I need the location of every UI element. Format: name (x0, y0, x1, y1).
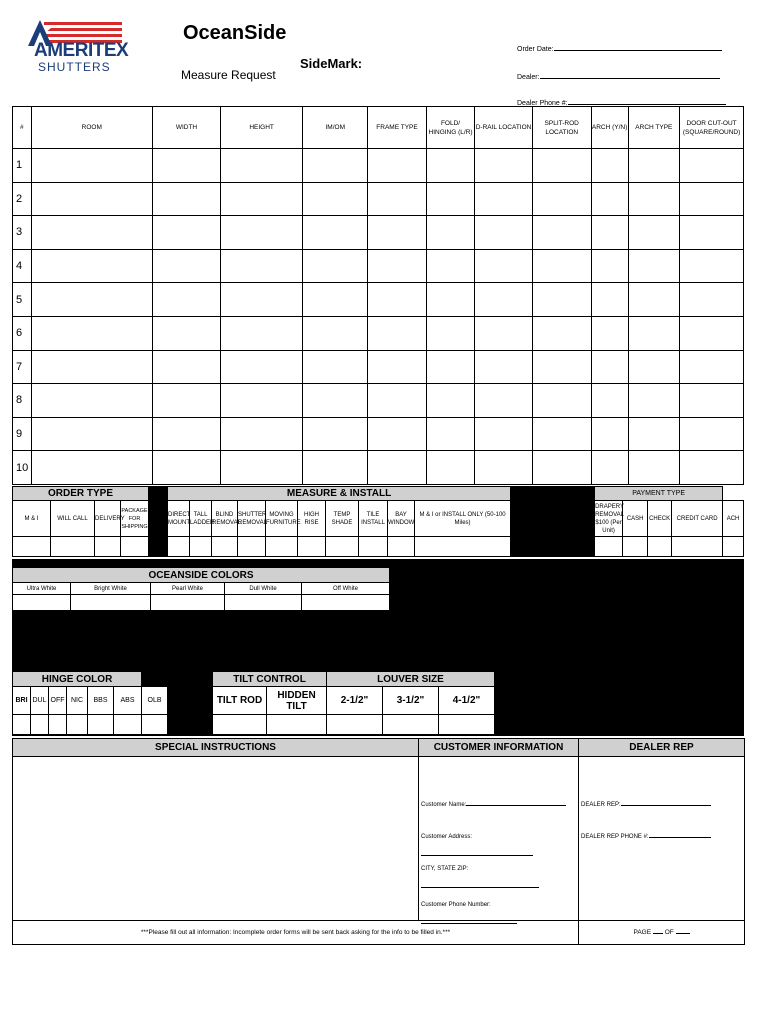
hinge-dul[interactable]: DUL (31, 687, 49, 715)
table-cell[interactable] (680, 316, 744, 350)
table-row (13, 216, 744, 250)
col-width: WIDTH (153, 107, 221, 149)
black-block (149, 487, 168, 557)
mi-cell[interactable] (266, 537, 298, 557)
table-cell[interactable] (220, 384, 302, 418)
hinge-olb[interactable]: OLB (142, 687, 168, 715)
col-door-cutout: DOOR CUT-OUT (SQUARE/ROUND) (680, 107, 744, 149)
table-row (13, 149, 744, 183)
louver-2-5[interactable]: 2-1/2" (327, 687, 383, 715)
table-cell[interactable] (628, 182, 679, 216)
row-number: 7 (13, 350, 32, 384)
table-cell[interactable] (303, 182, 368, 216)
row-number: 2 (13, 182, 32, 216)
mi-cell[interactable] (415, 537, 511, 557)
table-cell[interactable] (532, 182, 591, 216)
tilt-cell[interactable] (267, 715, 327, 735)
dealer-rep-phone-label: DEALER REP PHONE #: (581, 834, 649, 840)
hinge-cell[interactable] (114, 715, 142, 735)
table-row (13, 249, 744, 283)
table-cell[interactable] (680, 384, 744, 418)
table-cell[interactable] (591, 283, 628, 317)
mi-temp-shade[interactable]: TEMP SHADE (326, 501, 359, 537)
footer-note: ***Please fill out all information: Incomplete order forms will be sent back asking for the info to be filled in.*** (13, 921, 579, 945)
table-cell[interactable] (475, 316, 533, 350)
table-cell[interactable] (591, 417, 628, 451)
table-cell[interactable] (475, 249, 533, 283)
mi-cell[interactable] (212, 537, 238, 557)
table-cell[interactable] (31, 283, 152, 317)
mi-high-rise[interactable]: HIGH RISE (298, 501, 326, 537)
table-cell[interactable] (220, 451, 302, 485)
table-cell[interactable] (153, 149, 221, 183)
logo (12, 18, 129, 78)
dealer-phone-line (568, 104, 726, 105)
payment-type-title: PAYMENT TYPE (595, 487, 723, 501)
table-cell[interactable] (368, 182, 427, 216)
city-state-zip-line (421, 887, 539, 888)
table-cell[interactable] (426, 182, 474, 216)
color-cell[interactable] (302, 595, 390, 611)
color-dull-white[interactable]: Dull White (225, 583, 302, 595)
mi-cell[interactable] (190, 537, 212, 557)
table-cell[interactable] (680, 149, 744, 183)
table-cell[interactable] (426, 451, 474, 485)
louver-cell[interactable] (327, 715, 383, 735)
col-room: ROOM (31, 107, 152, 149)
dealer-rep-box (579, 757, 745, 921)
dealer-rep-phone-line (649, 837, 711, 838)
table-cell[interactable] (680, 350, 744, 384)
color-ultra-white[interactable]: Ultra White (13, 583, 71, 595)
table-cell[interactable] (153, 249, 221, 283)
table-cell[interactable] (628, 350, 679, 384)
customer-address-field[interactable] (421, 825, 578, 861)
pay-credit-card[interactable]: CREDIT CARD (672, 501, 723, 537)
table-row (13, 283, 744, 317)
table-cell[interactable] (153, 283, 221, 317)
table-cell[interactable] (475, 283, 533, 317)
color-cell[interactable] (225, 595, 302, 611)
bottom-section-table (12, 738, 745, 945)
table-cell[interactable] (31, 316, 152, 350)
hinge-color-table (12, 671, 168, 735)
row-number: 9 (13, 417, 32, 451)
table-cell[interactable] (591, 249, 628, 283)
color-cell[interactable] (151, 595, 225, 611)
hinge-abs[interactable]: ABS (114, 687, 142, 715)
table-cell[interactable] (31, 216, 152, 250)
louver-cell[interactable] (439, 715, 495, 735)
table-cell[interactable] (591, 182, 628, 216)
table-cell[interactable] (303, 283, 368, 317)
table-cell[interactable] (426, 283, 474, 317)
table-cell[interactable] (303, 417, 368, 451)
tilt-cell[interactable] (213, 715, 267, 735)
hidden-tilt-option[interactable]: HIDDEN TILT (267, 687, 327, 715)
col-frame-type: FRAME TYPE (368, 107, 427, 149)
mi-drapery-removal[interactable]: DRAPERY REMOVAL $100 (Per Unit) (595, 501, 623, 537)
table-cell[interactable] (532, 149, 591, 183)
table-cell[interactable] (628, 316, 679, 350)
row-number: 10 (13, 451, 32, 485)
table-cell[interactable] (31, 417, 152, 451)
table-cell[interactable] (220, 283, 302, 317)
table-cell[interactable] (628, 283, 679, 317)
table-cell[interactable] (426, 216, 474, 250)
table-cell[interactable] (368, 350, 427, 384)
table-cell[interactable] (475, 451, 533, 485)
customer-phone-line (421, 923, 517, 924)
table-cell[interactable] (31, 350, 152, 384)
table-cell[interactable] (303, 451, 368, 485)
table-cell[interactable] (153, 350, 221, 384)
table-cell[interactable] (628, 216, 679, 250)
table-cell[interactable] (368, 316, 427, 350)
pay-cell[interactable] (648, 537, 672, 557)
city-state-zip-field[interactable] (421, 857, 578, 893)
table-cell[interactable] (31, 384, 152, 418)
order-date-field[interactable] (517, 38, 722, 56)
table-cell[interactable] (680, 216, 744, 250)
mi-install-only[interactable]: M & I or INSTALL ONLY (50-100 Miles) (415, 501, 511, 537)
table-row (13, 384, 744, 418)
mi-blind-removal[interactable]: BLIND REMOVAL (212, 501, 238, 537)
page-number-line[interactable] (653, 933, 663, 934)
sidemark-label: SideMark: (300, 56, 363, 71)
customer-phone-label: Customer Phone Number: (421, 902, 491, 908)
table-cell[interactable] (475, 384, 533, 418)
order-type-delivery-cell[interactable] (95, 537, 121, 557)
table-cell[interactable] (368, 417, 427, 451)
col-arch-type: ARCH TYPE (628, 107, 679, 149)
tilt-control-title: TILT CONTROL (213, 672, 327, 687)
table-cell[interactable] (303, 149, 368, 183)
table-cell[interactable] (591, 384, 628, 418)
hinge-cell[interactable] (31, 715, 49, 735)
table-cell[interactable] (475, 417, 533, 451)
logo-subtext: SHUTTERS (38, 60, 111, 74)
colors-table (12, 567, 390, 611)
table-cell[interactable] (368, 149, 427, 183)
table-cell[interactable] (368, 384, 427, 418)
col-d-rail: D-RAIL LOCATION (475, 107, 533, 149)
table-cell[interactable] (220, 216, 302, 250)
mi-tile-install[interactable]: TILE INSTALL (359, 501, 388, 537)
table-cell[interactable] (31, 249, 152, 283)
louver-size-title: LOUVER SIZE (327, 672, 495, 687)
pay-cash[interactable]: CASH (623, 501, 648, 537)
color-bright-white[interactable]: Bright White (71, 583, 151, 595)
customer-address-line (421, 855, 533, 856)
color-off-white[interactable]: Off White (302, 583, 390, 595)
hinge-cell[interactable] (142, 715, 168, 735)
dealer-phone-label: Dealer Phone #: (517, 100, 568, 107)
table-cell[interactable] (680, 451, 744, 485)
table-cell[interactable] (680, 182, 744, 216)
pay-check[interactable]: CHECK (648, 501, 672, 537)
table-row (13, 451, 744, 485)
row-number: 8 (13, 384, 32, 418)
customer-name-line (466, 805, 566, 806)
table-cell[interactable] (220, 417, 302, 451)
table-cell[interactable] (153, 182, 221, 216)
mi-moving-furniture[interactable]: MOVING FURNITURE (266, 501, 298, 537)
col-fold-hinging: FOLD/ HINGING (L/R) (426, 107, 474, 149)
table-cell[interactable] (532, 350, 591, 384)
mi-cell[interactable] (326, 537, 359, 557)
dealer-rep-line (621, 805, 711, 806)
pay-cell[interactable] (623, 537, 648, 557)
table-cell[interactable] (153, 451, 221, 485)
table-cell[interactable] (426, 316, 474, 350)
special-instructions-title: SPECIAL INSTRUCTIONS (13, 739, 419, 757)
table-cell[interactable] (628, 384, 679, 418)
louver-size-table (326, 671, 495, 735)
order-type-package[interactable]: PACKAGE FOR SHIPPING (121, 501, 149, 537)
mi-cell[interactable] (595, 537, 623, 557)
table-cell[interactable] (680, 283, 744, 317)
table-cell[interactable] (303, 384, 368, 418)
order-date-line (554, 50, 722, 51)
hinge-color-title: HINGE COLOR (13, 672, 142, 687)
dealer-rep-phone-field[interactable] (581, 825, 711, 843)
table-cell[interactable] (220, 316, 302, 350)
table-cell[interactable] (368, 451, 427, 485)
table-cell[interactable] (220, 350, 302, 384)
table-cell[interactable] (532, 451, 591, 485)
row-number: 1 (13, 149, 32, 183)
hinge-cell[interactable] (49, 715, 67, 735)
table-cell[interactable] (426, 249, 474, 283)
dealer-field[interactable] (517, 66, 720, 84)
table-cell[interactable] (591, 350, 628, 384)
order-type-will-call[interactable]: WILL CALL (51, 501, 95, 537)
table-cell[interactable] (532, 384, 591, 418)
mi-cell[interactable] (168, 537, 190, 557)
table-cell[interactable] (153, 216, 221, 250)
colors-title: OCEANSIDE COLORS (13, 568, 390, 583)
mi-bay-window[interactable]: BAY WINDOW (388, 501, 415, 537)
table-cell[interactable] (628, 451, 679, 485)
hinge-cell[interactable] (67, 715, 88, 735)
mi-cell[interactable] (359, 537, 388, 557)
table-cell[interactable] (591, 149, 628, 183)
table-cell[interactable] (31, 451, 152, 485)
order-type-delivery[interactable]: DELIVERY (95, 501, 121, 537)
measure-table (12, 106, 744, 485)
measure-table-header (13, 107, 744, 149)
table-row (13, 350, 744, 384)
table-cell[interactable] (153, 316, 221, 350)
logo-text: AMERITEX (34, 40, 129, 61)
measure-install-title: MEASURE & INSTALL (168, 487, 511, 501)
form-title: OceanSide (183, 22, 287, 44)
order-type-title: ORDER TYPE (13, 487, 149, 501)
customer-info-box (419, 757, 579, 921)
dealer-rep-label: DEALER REP: (581, 802, 621, 808)
mi-cell[interactable] (388, 537, 415, 557)
row-number: 5 (13, 283, 32, 317)
row-number: 3 (13, 216, 32, 250)
table-cell[interactable] (628, 149, 679, 183)
color-cell[interactable] (13, 595, 71, 611)
col-im-om: IM/OM (303, 107, 368, 149)
table-cell[interactable] (426, 350, 474, 384)
dealer-rep-field[interactable] (581, 793, 711, 811)
table-row (13, 316, 744, 350)
table-cell[interactable] (628, 249, 679, 283)
table-cell[interactable] (368, 249, 427, 283)
tilt-rod-option[interactable]: TILT ROD (213, 687, 267, 715)
dealer-label: Dealer: (517, 74, 540, 81)
customer-phone-field[interactable] (421, 893, 578, 929)
table-cell[interactable] (303, 216, 368, 250)
order-type-package-cell[interactable] (121, 537, 149, 557)
mi-cell[interactable] (238, 537, 266, 557)
louver-4-5[interactable]: 4-1/2" (439, 687, 495, 715)
table-cell[interactable] (426, 149, 474, 183)
table-cell[interactable] (532, 417, 591, 451)
table-cell[interactable] (475, 216, 533, 250)
order-section-table (12, 486, 744, 557)
table-cell[interactable] (532, 216, 591, 250)
row-number: 4 (13, 249, 32, 283)
customer-address-label: Customer Address: (421, 834, 473, 840)
mi-shutter-removal[interactable]: SHUTTER REMOVAL (238, 501, 266, 537)
table-cell[interactable] (220, 182, 302, 216)
black-block (142, 672, 168, 687)
table-cell[interactable] (426, 384, 474, 418)
form-subtitle: Measure Request (181, 68, 276, 82)
table-cell[interactable] (153, 417, 221, 451)
louver-3-5[interactable]: 3-1/2" (383, 687, 439, 715)
table-cell[interactable] (591, 451, 628, 485)
table-cell[interactable] (628, 417, 679, 451)
table-cell[interactable] (680, 249, 744, 283)
hinge-cell[interactable] (88, 715, 114, 735)
order-type-m-i[interactable]: M & I (13, 501, 51, 537)
table-cell[interactable] (31, 149, 152, 183)
table-cell[interactable] (591, 216, 628, 250)
hinge-bbs[interactable]: BBS (88, 687, 114, 715)
table-cell[interactable] (680, 417, 744, 451)
order-type-will-call-cell[interactable] (51, 537, 95, 557)
table-cell[interactable] (303, 249, 368, 283)
pay-cell[interactable] (723, 537, 744, 557)
page-counter (579, 921, 745, 945)
table-cell[interactable] (31, 182, 152, 216)
table-cell[interactable] (220, 149, 302, 183)
special-instructions-box[interactable] (13, 757, 419, 921)
color-pearl-white[interactable]: Pearl White (151, 583, 225, 595)
table-cell[interactable] (303, 316, 368, 350)
customer-name-label: Customer Name: (421, 802, 467, 808)
table-cell[interactable] (532, 316, 591, 350)
table-cell[interactable] (153, 384, 221, 418)
table-cell[interactable] (303, 350, 368, 384)
col-split-rod: SPLIT-ROD LOCATION (532, 107, 591, 149)
pay-ach[interactable]: ACH (723, 501, 744, 537)
table-cell[interactable] (532, 249, 591, 283)
row-number: 6 (13, 316, 32, 350)
table-cell[interactable] (368, 216, 427, 250)
table-row (13, 182, 744, 216)
hinge-nic[interactable]: NIC (67, 687, 88, 715)
tilt-control-table (212, 671, 327, 735)
louver-cell[interactable] (383, 715, 439, 735)
table-cell[interactable] (475, 350, 533, 384)
order-type-m-i-cell[interactable] (13, 537, 51, 557)
customer-info-title: CUSTOMER INFORMATION (419, 739, 579, 757)
table-cell[interactable] (532, 283, 591, 317)
col-number: # (13, 107, 32, 149)
col-arch: ARCH (Y/N) (591, 107, 628, 149)
mi-direct-mount[interactable]: DIRECT MOUNT (168, 501, 190, 537)
dealer-line (540, 78, 720, 79)
hinge-cell[interactable] (13, 715, 31, 735)
of-label: OF (664, 929, 674, 936)
table-cell[interactable] (220, 249, 302, 283)
dealer-rep-title: DEALER REP (579, 739, 745, 757)
color-cell[interactable] (71, 595, 151, 611)
table-cell[interactable] (426, 417, 474, 451)
table-row (13, 417, 744, 451)
hinge-off[interactable]: OFF (49, 687, 67, 715)
table-cell[interactable] (475, 149, 533, 183)
mi-tall-ladder[interactable]: TALL LADDER (190, 501, 212, 537)
table-cell[interactable] (475, 182, 533, 216)
page-label: PAGE (633, 929, 652, 936)
pay-cell[interactable] (672, 537, 723, 557)
col-height: HEIGHT (220, 107, 302, 149)
page-total-line[interactable] (676, 933, 690, 934)
customer-name-field[interactable] (421, 793, 566, 811)
table-cell[interactable] (368, 283, 427, 317)
order-date-label: Order Date: (517, 46, 554, 53)
hinge-bri[interactable]: BRI (13, 687, 31, 715)
black-block (511, 487, 595, 557)
table-cell[interactable] (591, 316, 628, 350)
mi-cell[interactable] (298, 537, 326, 557)
city-state-zip-label: CITY, STATE ZIP: (421, 866, 469, 872)
